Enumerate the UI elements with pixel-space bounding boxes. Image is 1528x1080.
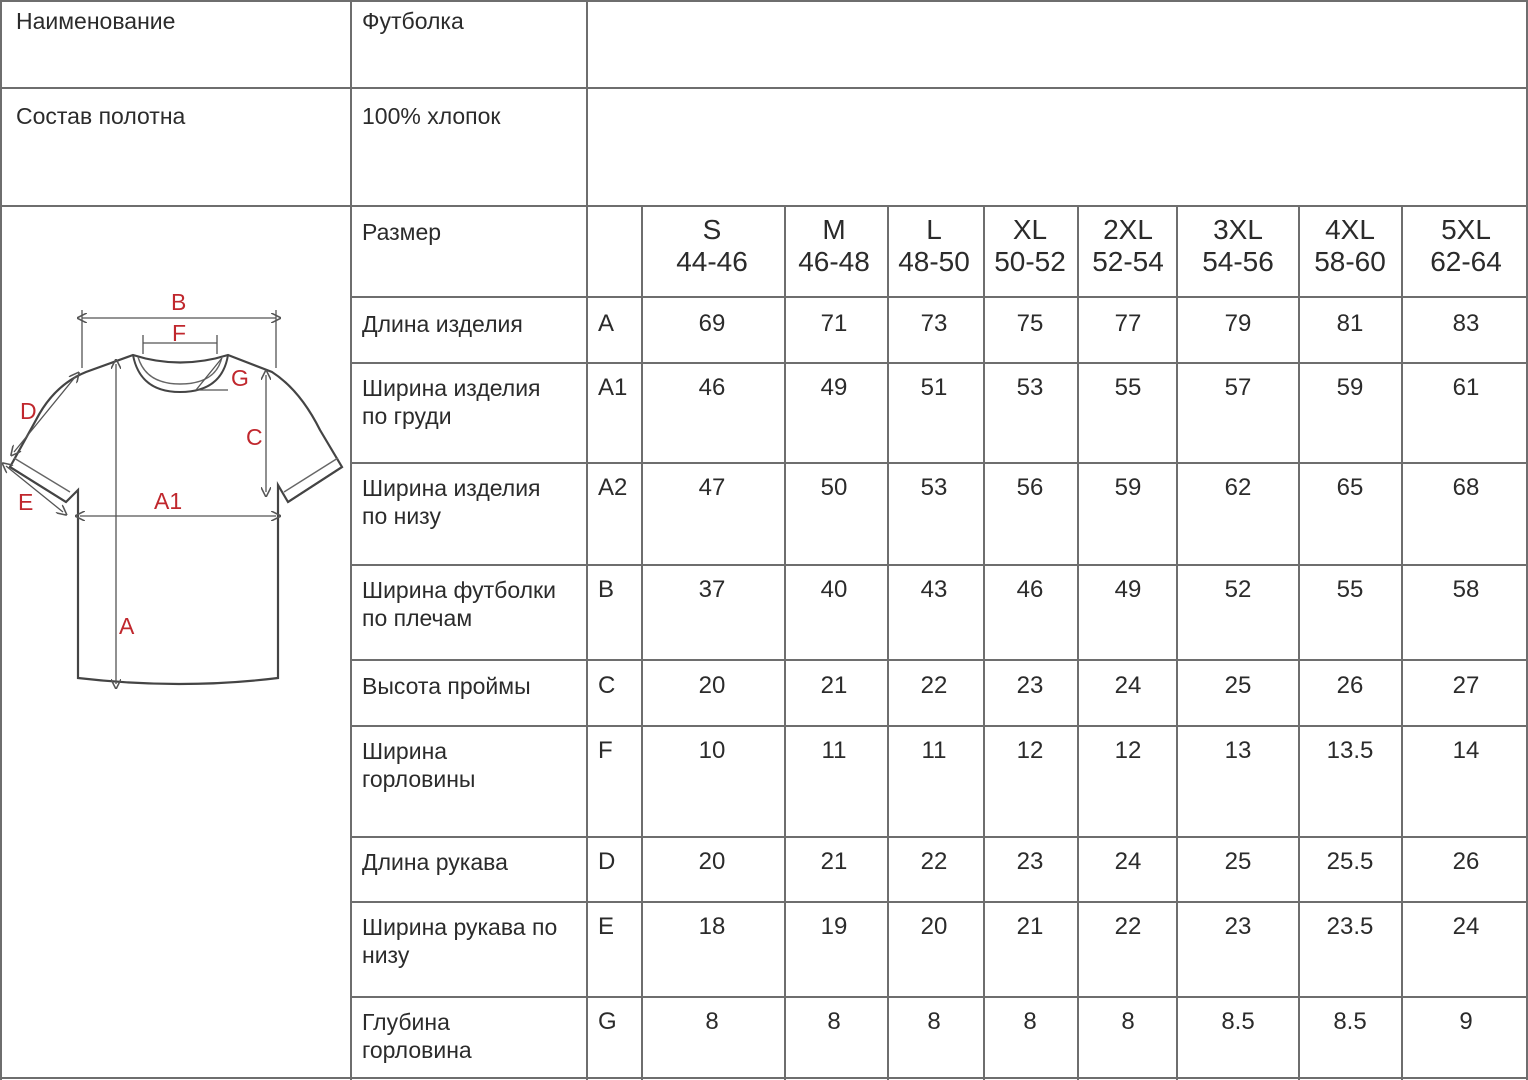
table-cell: 27 xyxy=(1452,672,1480,699)
table-cell: 59 xyxy=(1114,474,1142,501)
table-cell: 56 xyxy=(1016,474,1044,501)
name-value: Футболка xyxy=(362,8,464,34)
table-cell: 24 xyxy=(1114,672,1142,699)
table-cell: 8.5 xyxy=(1221,1008,1255,1035)
table-cell: 23 xyxy=(1016,848,1044,875)
diagram-label-a1: A1 xyxy=(154,488,183,514)
size-header-3xl xyxy=(1183,214,1293,278)
table-cell: 23 xyxy=(1224,913,1252,940)
table-cell: 59 xyxy=(1336,374,1364,401)
table-cell: 18 xyxy=(698,913,726,940)
row-code: C xyxy=(598,672,616,699)
size-header-s xyxy=(657,214,767,278)
table-cell: 20 xyxy=(920,913,948,940)
size-code: 5XL xyxy=(1441,214,1491,245)
row-code: D xyxy=(598,848,616,875)
row-code: B xyxy=(598,576,615,603)
composition-label: Состав полотна xyxy=(16,103,186,129)
table-cell: 25.5 xyxy=(1326,848,1374,875)
size-range: 50-52 xyxy=(994,246,1066,277)
table-cell: 49 xyxy=(820,374,848,401)
table-cell: 37 xyxy=(698,576,726,603)
table-cell: 55 xyxy=(1114,374,1142,401)
diagram-label-c: C xyxy=(246,424,263,450)
table-cell: 10 xyxy=(698,737,726,764)
size-range: 46-48 xyxy=(798,246,870,277)
table-cell: 21 xyxy=(820,848,848,875)
diagram-label-d: D xyxy=(20,398,37,424)
size-header-m xyxy=(779,214,889,278)
size-header-5xl xyxy=(1411,214,1521,278)
table-cell: 8 xyxy=(1023,1008,1037,1035)
diagram-label-f: F xyxy=(172,320,187,346)
table-cell: 81 xyxy=(1336,310,1364,337)
table-cell: 26 xyxy=(1336,672,1364,699)
table-cell: 12 xyxy=(1016,737,1044,764)
table-cell: 47 xyxy=(698,474,726,501)
table-cell: 21 xyxy=(820,672,848,699)
table-cell: 53 xyxy=(1016,374,1044,401)
tshirt-diagram xyxy=(0,280,350,700)
row-name: Высота проймы xyxy=(362,673,531,699)
diagram-label-a: A xyxy=(119,613,135,639)
table-cell: 25 xyxy=(1224,848,1252,875)
row-name: Ширина горловины xyxy=(362,738,476,792)
row-code: A xyxy=(598,310,615,337)
table-cell: 71 xyxy=(820,310,848,337)
table-cell: 8 xyxy=(927,1008,941,1035)
table-cell: 20 xyxy=(698,672,726,699)
table-cell: 22 xyxy=(1114,913,1142,940)
table-cell: 55 xyxy=(1336,576,1364,603)
table-cell: 8 xyxy=(827,1008,841,1035)
size-range: 62-64 xyxy=(1430,246,1502,277)
composition-value: 100% хлопок xyxy=(362,103,501,129)
row-name: Ширина футболки по плечам xyxy=(362,577,556,631)
table-cell: 57 xyxy=(1224,374,1252,401)
size-code: S xyxy=(702,214,722,245)
size-range: 54-56 xyxy=(1202,246,1274,277)
size-code: L xyxy=(926,214,942,245)
row-code: A2 xyxy=(598,474,628,501)
size-code: 4XL xyxy=(1325,214,1375,245)
table-cell: 13 xyxy=(1224,737,1252,764)
table-cell: 8 xyxy=(705,1008,719,1035)
table-cell: 22 xyxy=(920,672,948,699)
table-cell: 25 xyxy=(1224,672,1252,699)
diagram-label-b: B xyxy=(171,289,187,315)
table-cell: 46 xyxy=(1016,576,1044,603)
row-code: G xyxy=(598,1008,617,1035)
table-cell: 40 xyxy=(820,576,848,603)
table-cell: 79 xyxy=(1224,310,1252,337)
name-label: Наименование xyxy=(16,8,176,34)
table-cell: 24 xyxy=(1114,848,1142,875)
row-name: Ширина изделия по груди xyxy=(362,375,541,429)
size-range: 44-46 xyxy=(676,246,748,277)
table-cell: 77 xyxy=(1114,310,1142,337)
table-cell: 68 xyxy=(1452,474,1480,501)
table-cell: 53 xyxy=(920,474,948,501)
table-cell: 58 xyxy=(1452,576,1480,603)
table-cell: 19 xyxy=(820,913,848,940)
table-cell: 51 xyxy=(920,374,948,401)
table-cell: 8 xyxy=(1121,1008,1135,1035)
row-code: F xyxy=(598,737,613,764)
table-cell: 13.5 xyxy=(1326,737,1374,764)
table-cell: 21 xyxy=(1016,913,1044,940)
table-cell: 22 xyxy=(920,848,948,875)
size-range: 48-50 xyxy=(898,246,970,277)
diagram-label-g: G xyxy=(231,365,249,391)
size-code: 3XL xyxy=(1213,214,1263,245)
table-cell: 43 xyxy=(920,576,948,603)
row-name: Длина изделия xyxy=(362,311,523,337)
table-cell: 50 xyxy=(820,474,848,501)
table-cell: 24 xyxy=(1452,913,1480,940)
row-name: Глубина горловина xyxy=(362,1009,472,1063)
size-code: M xyxy=(822,214,846,245)
table-cell: 65 xyxy=(1336,474,1364,501)
table-cell: 20 xyxy=(698,848,726,875)
row-name: Ширина изделия по низу xyxy=(362,475,541,529)
row-code: A1 xyxy=(598,374,628,401)
size-header-2xl xyxy=(1073,214,1183,278)
table-cell: 11 xyxy=(821,737,847,764)
table-cell: 69 xyxy=(698,310,726,337)
size-code: XL xyxy=(1012,214,1048,245)
table-cell: 23.5 xyxy=(1326,913,1374,940)
row-code: E xyxy=(598,913,615,940)
table-cell: 75 xyxy=(1016,310,1044,337)
size-range: 58-60 xyxy=(1314,246,1386,277)
size-header-4xl xyxy=(1295,214,1405,278)
size-header-xl xyxy=(975,214,1085,278)
table-cell: 49 xyxy=(1114,576,1142,603)
table-cell: 62 xyxy=(1224,474,1252,501)
table-cell: 52 xyxy=(1224,576,1252,603)
table-cell: 46 xyxy=(698,374,726,401)
table-cell: 73 xyxy=(920,310,948,337)
table-cell: 12 xyxy=(1114,737,1142,764)
size-header-l xyxy=(879,214,989,278)
table-cell: 14 xyxy=(1452,737,1480,764)
table-cell: 8.5 xyxy=(1333,1008,1367,1035)
table-cell: 61 xyxy=(1452,374,1480,401)
size-code: 2XL xyxy=(1103,214,1153,245)
table-cell: 23 xyxy=(1016,672,1044,699)
table-cell: 83 xyxy=(1452,310,1480,337)
row-name: Ширина рукава по низу xyxy=(362,914,558,968)
diagram-label-e: E xyxy=(18,489,34,515)
table-cell: 9 xyxy=(1459,1008,1473,1035)
table-cell: 26 xyxy=(1452,848,1480,875)
row-name: Длина рукава xyxy=(362,849,508,875)
table-cell: 11 xyxy=(921,737,947,764)
size-range: 52-54 xyxy=(1092,246,1164,277)
size-header-label: Размер xyxy=(362,219,442,245)
